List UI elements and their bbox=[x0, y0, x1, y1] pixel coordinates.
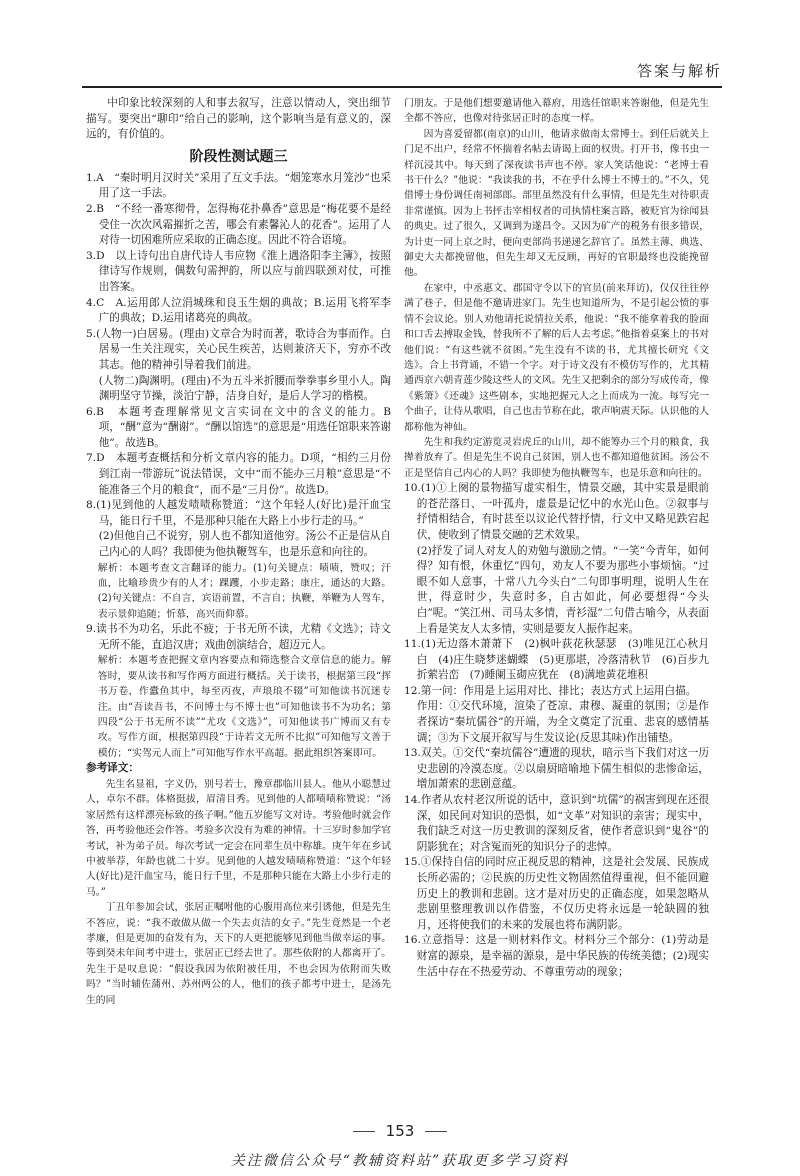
answer-3: 3.D 以上诗句出自唐代诗人韦应物《淮上遇洛阳李主簿》，按照律诗写作规则，偶数句需押韵，所以应与前四联颈对仗，可推出答案。 bbox=[86, 249, 391, 293]
page-header bbox=[82, 58, 722, 88]
answer-1: 1.A “秦时明月汉时关”采用了互文手法。“烟笼寒水月笼沙”也采用了这一手法。 bbox=[86, 171, 391, 200]
answer-14: 14.作者从农村老汉所说的话中，意识到“坑儒”的祸害到现在还很深，如民间对知识的恐惧，如“文革”对知识的亲害；现实中，我们缺乏对这一历史教训的深刻反省，使作者意识到“鬼谷”的阴影犹在；对含冤而死的知识分子的悲悼。 bbox=[404, 794, 709, 853]
answer-15: 15.①保持自信的同时应正视反思的精神，这是社会发展、民族成长所必需的；②民族的历史性文物固然值得重视，但不能回避历史上的教训和悲剧。这才是对历史的正确态度，如果忽略从悲剧里整理教训以作借鉴，不仅历史将永远是一轮缺圆的独月，还将使我们的未来的发展也将布满阴影。 bbox=[404, 856, 709, 931]
answer-8-1: 8.(1)见到他的人越发啧啧称赞道：“这个年轻人(好比)是汗血宝马，能日行千里，不是那种只能在大路上小步行走的马。” bbox=[86, 499, 391, 527]
translation-paragraph-4: 因为喜爱留都(南京)的山川，他请求做南太常博士。到任后就关上门足不出户，经常不怀揣着名帖去请谒上面的权贵。打开书，像书虫一样沉浸其中。每天到了深夜读书声也不停。家人笑话他说：“老博士看书干什么？”他说：“我读我的书，不在乎什么博士不博士的。”不久，凭借博士身份调任南祠部郎。部里虽然没有什么事情，但是先生对待职责非常谨慎。因为上书抨击宰相权者的司执情柱案言路，被贬官为徐闻县的典史。过了很久，又调到为遂昌令。又因为矿产的税务有很多错误，为计吏一同上京之时，便向吏部尚书递递乞辞官了。虽然主薄、典选、御史大夫都挽留他，但先生却又无反顾，再好的官职最终也没能挽留他。 bbox=[404, 128, 709, 279]
answer-11: 11.(1)无边落木萧萧下 (2)枫叶荻花秋瑟瑟 (3)唯见江心秋月白 (4)庄生晓梦迷蝴蝶 (5)更那堪，冷落清秋节 (6)百步九折萦岩峦 (7)睡阑玉砌应犹在 (8)满地黄花堆积 bbox=[404, 638, 709, 682]
answer-16: 16.立意指导：这是一则材料作文。材料分三个部分：(1)劳动是财富的源泉，是幸福的源泉，是中华民族的传统美德；(2)现实生活中存在不热爱劳动、不尊重劳动的现象； bbox=[404, 934, 709, 978]
answer-4: 4.C A.运用郎人泣涓城珠和良玉生烟的典故；B.运用飞将军李广的典故；D.运用诸葛亮的典故。 bbox=[86, 296, 391, 325]
right-column bbox=[404, 96, 709, 980]
reference-translation-title: 参考译文： bbox=[86, 762, 139, 775]
translation-paragraph-5: 在家中，中丞惠文、郡国守令以下的官员(前来拜访)，仅仅往往停满了巷子，但是他不邀请进家门。先生也知道所为，不是引起公愤的事情不会议论。别人劝他请托说情拉关系，他说：“我不能拿着我的脸面和口舌去搏取金钱，替我所不了解的后人去考虑。”他指着桌案上的书对他们说：“有这些就不贫困。”先生没有不读的书，尤其擅长研究《文选》。合上书背诵，不错一个字。对于诗文没有不模仿写作的，尤其精通西京六朝青莲少陵这些人的文风。先生又把剩余的部分写成传奇，像《紫箫》《还魂》这些剧本，实地把握元人之上而成为一流。每写完一个曲子，让侍从歌唱，自己也击节称在此，歌声响震天际。认识他的人都称他为神仙。 bbox=[404, 282, 709, 433]
answer-12-1: 12.第一问：作用是上运用对比、排比；表达方式上运用白描。 bbox=[404, 684, 697, 697]
header-title: 答案与解析 bbox=[636, 62, 722, 80]
answer-12-2: 作用：①交代环境，渲染了苍凉、肃穆、凝重的氛围；②是作者探访“秦坑儒谷”的开端，为全文奠定了沉重、悲哀的感情基调；③为下文展开叙写与生发议论(反思其味)作出铺垫。 bbox=[416, 700, 709, 744]
translation-paragraph-1: 先生名显祖，字义仍，别号若士，豫章郡临川县人。他从小聪慧过人，卓尔不群。体格挺拔，眉清目秀。见到他的人都啧啧称赞说：“汤家居然有这样漂亮标致的孩子啊。”他五岁能写文对诗。考验他时就会作答，再考验他还会作答。考验多次没有为难的神情。十三岁时参加学官考试，补为弟子员。每次考试一定会在同辈生员中称雄。庚午年在乡试中被举荐，年龄也就二十岁。见到他的人越发啧啧称赞道：“这个年轻人(好比)是汗血宝马，能日行千里，不是那种只能在大路上小步行走的马。” bbox=[86, 778, 391, 898]
left-column bbox=[86, 96, 391, 1008]
answer-5b: (人物二)陶渊明。(理由)不为五斗米折腰而拳拳事乡里小人。陶渊明坚守节操，淡泊宁静，洁身自好，是后人学习的楷模。 bbox=[98, 374, 391, 403]
answer-9-analysis: 解析：本题考查把握文章内容要点和筛选整合文章信息的能力。解答时，要从读书和写作两方面进行概括。关于读书，根据第三段“挥书万卷，作蠹鱼其中，每至丙夜，声琅琅不辍”可知他读书沉迷专注。由“吾读吾书，不问博士与不博士也”可知他读书不为功名；第四段“公于书无所不读”“尤攻《文选》”，可知他读书广博而又有专攻。写作方面，根据第四段“于诗若文无所不比拟”可知他写文善于模仿；“实驾元人而上”可知他写作水平高超。据此组织答案即可。 bbox=[97, 655, 391, 759]
answer-6: 6.B 本题考查理解常见文言实词在文中的含义的能力。B项，“酬”意为“酬谢”。“酬以馆选”的意思是“用选任馆职来答谢他”。故选B。 bbox=[86, 405, 391, 449]
page-number-dash-right bbox=[425, 1131, 447, 1132]
answer-8-2: (2)但他自己不说穷，别人也不都知道他穷。汤公不正是信从自己内心的人吗？我即使为他执鞭驾车，也是乐意和向往的。 bbox=[98, 530, 391, 559]
answer-7: 7.D 本题考查概括和分析文章内容的能力。D项，“相约三月份到江南一带游玩”说法错误，文中“而不能办三月粮”意思是“不能准备三个月的粮食”，而不是“三月份”。故选D。 bbox=[86, 452, 391, 496]
answer-13: 13.双关。①交代“秦坑儒谷”遭遗的现状，暗示当下我们对这一历史悲剧的冷漠态度。②以扇厨暗喻地下儒生相似的悲惨命运，增加萧索的悲剧意蕴。 bbox=[404, 747, 709, 791]
answer-2: 2.B “不经一番寒彻骨，怎得梅花扑鼻香”意思是“梅花要不是经受住一次次风霜摧折之苦，哪会有素馨沁人的花香”。运用了人对待一切困难所应采取的正确态度。因此不符合语境。 bbox=[86, 202, 391, 247]
page-number bbox=[0, 1122, 800, 1140]
section-title: 阶段性测试题三 bbox=[189, 148, 288, 165]
answer-10-1: 10.(1)①上阕的景物描写虚实相生，情景交融，其中实景是眼前的苍茫落日、一叶孤舟，虚景是记忆中的水光山色。②叙事与抒情相结合，有时甚至以议论代替抒情，行文中又略见跌宕起伏，使收到了情景交融的艺术效果。 bbox=[404, 482, 709, 541]
answer-10-2: (2)抒发了词人对友人的劝勉与激励之情。“一笑”今青年，如何得？知有恨，休重忆”四句，劝友人不要为那些小事烦恼。“过眼不如人意事，十常八九今头白”二句即事明理，说明人生在世，得意时少，失意时多，自古如此，何必要想得“今头白”呢。“笑江州、司马太多情，青衫湿”二句借古喻今，从表面上看是笑友人太多情，实则是要友人振作起来。 bbox=[416, 544, 709, 635]
translation-paragraph-3: 门朋友。于是他们想要邀请他入幕府，用选任馆职来答谢他，但是先生全都不答应，也像对待张居正时的态度一样。 bbox=[404, 98, 709, 125]
answer-9: 9.读书不为功名，乐此不疲；于书无所不读，尤精《文选》；诗文无所不能，直追汉唐；戏曲创演结合，超迈元人。 bbox=[86, 623, 391, 651]
footer-note: 关注微信公众号“教辅资料站”获取更多学习资料 bbox=[230, 1153, 570, 1169]
translation-paragraph-6: 先生和我约定游览灵岩虎丘的山川，却不能筹办三个月的粮食，我撵着放弃了。但是先生不说自己贫困，别人也不都知道他贫困。汤公不正是坚信自己内心的人吗？我即使为他执鞭驾车，也是乐意和向往的。 bbox=[404, 436, 709, 479]
intro-paragraph: 中印象比较深刻的人和事去叙写，注意以情动人，突出细节描写。要突出“聊印”给自己的影响，这个影响当是有意义的，深远的，有价值的。 bbox=[86, 97, 391, 141]
translation-paragraph-2: 丁丑年参加会试，张居正嘱咐他的心腹用高位来引诱他，但是先生不答应，说：“我不敢做从做一个失去贞洁的女子。”先生竟然是一个老孝廉，但是更加的奋发有为，天下的人更把能够见到他当做幸运的事。等到癸未年间考中进士，张居正已经去世了。那些依附的人都离开了。先生于是叹息说：“假设我因为依附被任用，不也会因为依附而失败吗？”当时辅佐蒲州、苏州两公的人，他们的孩子都考中进士，是汤先生的同 bbox=[86, 902, 391, 1006]
answer-8-analysis: 解析：本题考查文言翻译的能力。(1)句关键点：啧啧，赞叹；汗血，比喻珍贵少有的人才；踝躩，小步走路；康庄，通达的大路。(2)句关键点：不自言，宾语前置，不言自；执鞭，举鞭为人驾车，表示景仰追随；忻慕，高兴而仰慕。 bbox=[97, 562, 391, 620]
page-number-dash-left bbox=[353, 1131, 375, 1132]
answer-5a: 5.(人物一)白居易。(理由)文章合为时而著，歌诗合为事而作。白居易一生关注现实，关心民生疾苦，达则兼济天下，穷亦不改其志。他的精神引导着我们前进。 bbox=[86, 327, 391, 371]
page-number-value: 153 bbox=[385, 1122, 415, 1140]
